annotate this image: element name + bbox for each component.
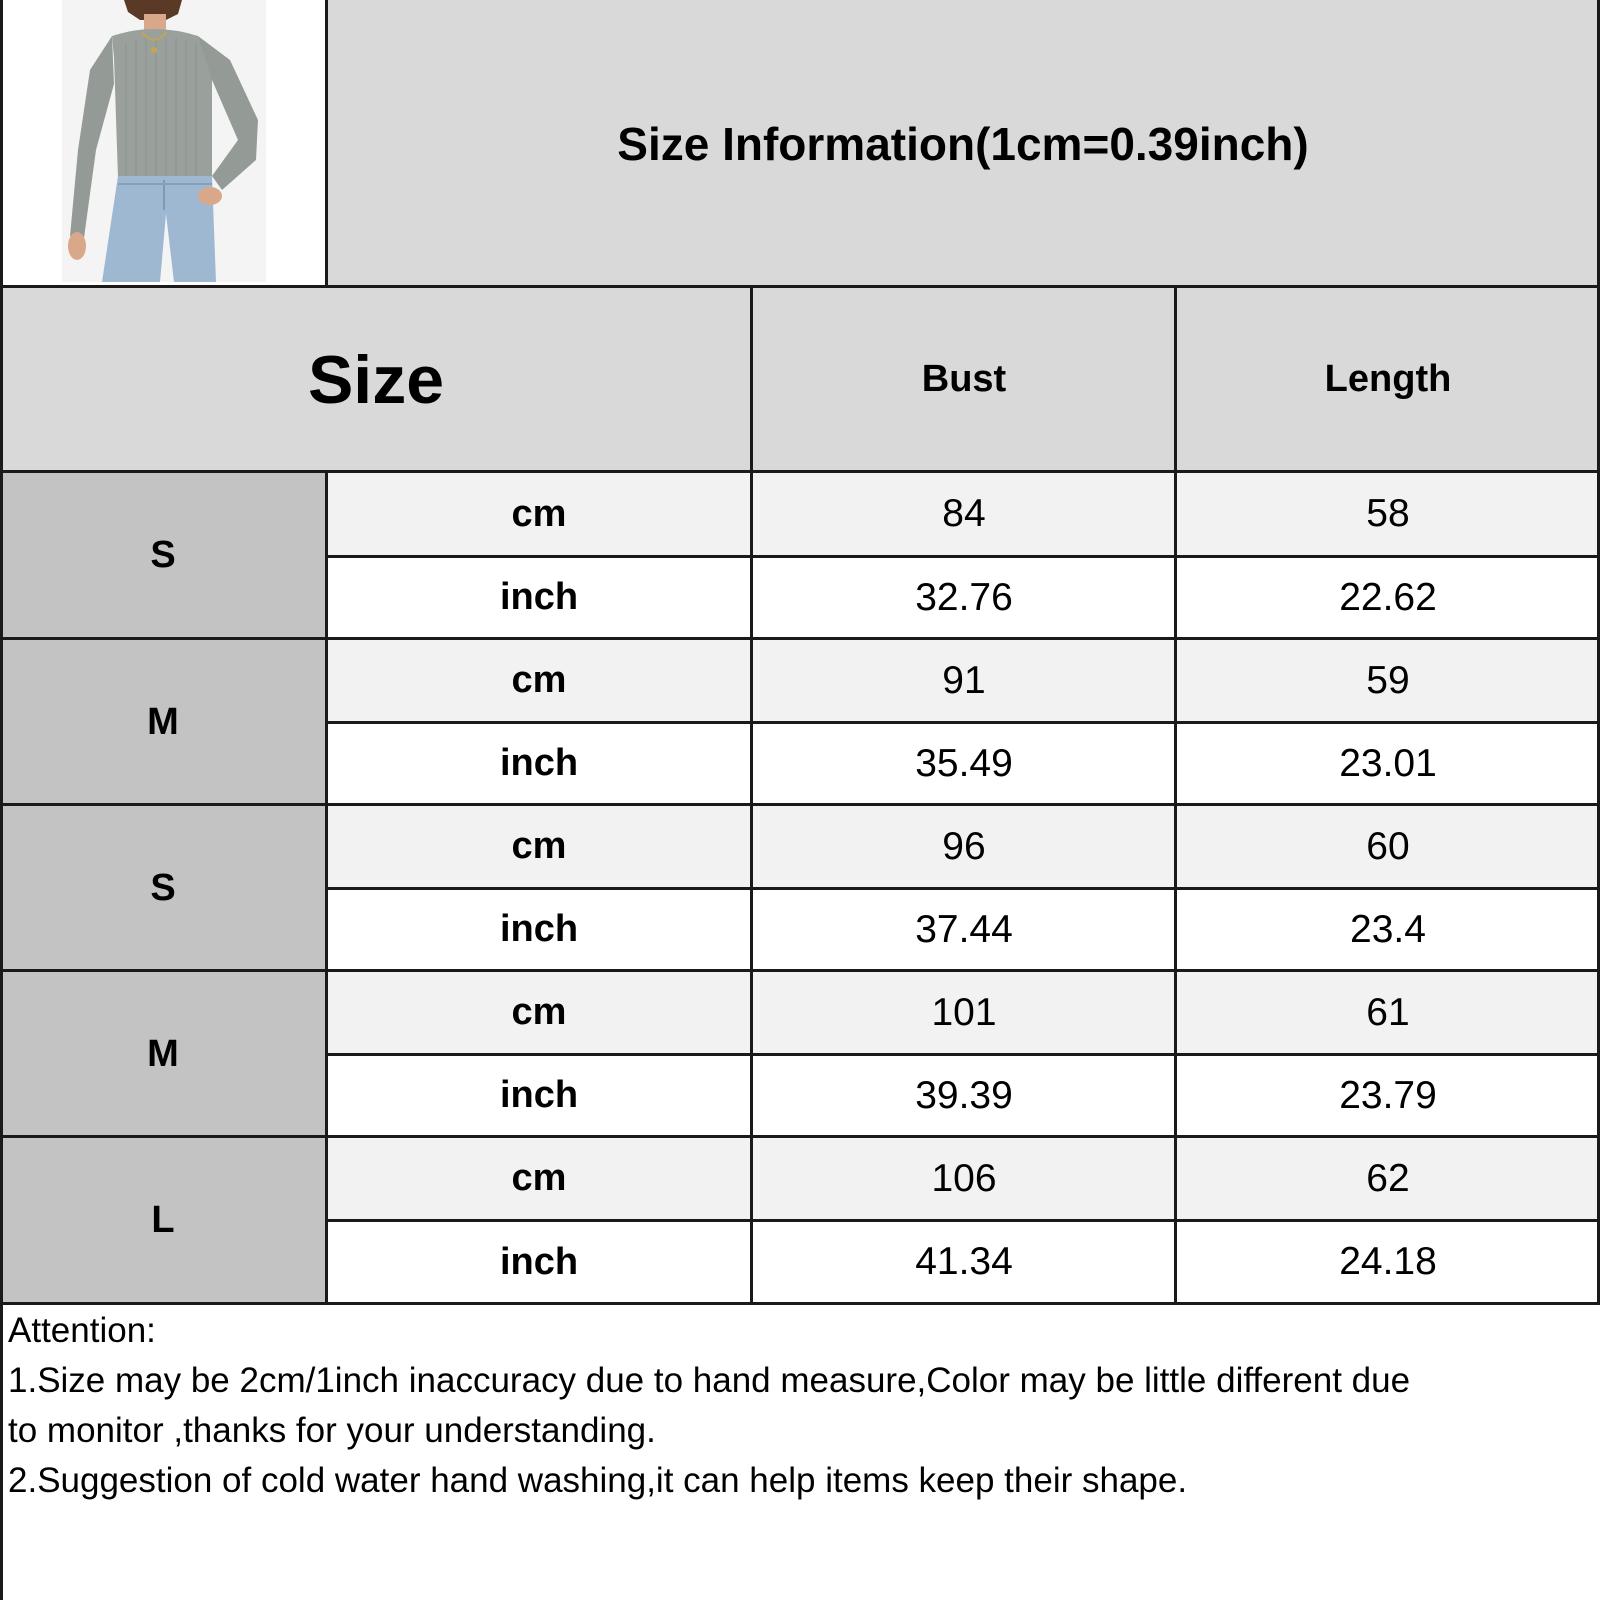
unit-label: inch — [499, 576, 579, 618]
grid-line — [0, 1135, 1600, 1138]
length-value-text: 58 — [1366, 492, 1410, 535]
bust-value-text: 84 — [942, 492, 986, 535]
length-value — [1176, 472, 1600, 556]
length-value-text: 23.01 — [1339, 741, 1437, 785]
bust-value-text: 39.39 — [915, 1073, 1013, 1117]
length-value — [1176, 1054, 1600, 1137]
bust-value-text: 106 — [931, 1156, 997, 1200]
unit-cell — [326, 556, 752, 639]
grid-line — [0, 285, 1600, 288]
length-value-text: 61 — [1366, 990, 1410, 1034]
bust-value — [752, 1220, 1176, 1304]
length-value — [1176, 888, 1600, 971]
page-title: Size Information(1cm=0.39inch) — [617, 117, 1309, 170]
length-value-text: 23.4 — [1350, 907, 1426, 951]
bust-value — [752, 556, 1176, 639]
unit-label: cm — [511, 1157, 567, 1199]
unit-cell — [326, 1137, 752, 1220]
bust-value-text: 37.44 — [915, 907, 1013, 951]
notes-heading: Attention: — [8, 1311, 156, 1350]
length-value-text: 24.18 — [1339, 1240, 1437, 1283]
unit-label: cm — [511, 659, 567, 701]
product-photo-panel — [0, 0, 326, 287]
unit-label: cm — [511, 492, 567, 535]
grid-line — [1174, 287, 1177, 1304]
grid-line — [326, 1053, 1600, 1056]
grid-line — [325, 0, 328, 287]
length-value — [1176, 556, 1600, 639]
unit-label: inch — [499, 908, 579, 950]
bust-value — [752, 1137, 1176, 1220]
bust-value — [752, 1054, 1176, 1137]
grid-line — [750, 287, 753, 1304]
size-group-label — [0, 1137, 326, 1304]
length-column-header — [1176, 287, 1600, 472]
grid-line — [326, 721, 1600, 724]
size-label: M — [147, 700, 179, 743]
bust-value-text: 32.76 — [915, 575, 1013, 619]
size-group-label — [0, 639, 326, 805]
size-label: S — [150, 534, 176, 576]
bust-value-text: 96 — [942, 824, 986, 868]
unit-label: cm — [511, 991, 567, 1033]
length-value-text: 59 — [1366, 658, 1410, 702]
title-banner — [326, 0, 1600, 287]
unit-cell — [326, 722, 752, 805]
unit-label: inch — [499, 1074, 579, 1116]
grid-line — [0, 803, 1600, 806]
bust-value-text: 91 — [942, 658, 986, 702]
unit-cell — [326, 1054, 752, 1137]
grid-line — [0, 1302, 1600, 1305]
size-group-label — [0, 472, 326, 639]
size-label: M — [147, 1032, 179, 1075]
bust-value — [752, 639, 1176, 722]
bust-header-label: Bust — [921, 358, 1007, 400]
length-value — [1176, 1137, 1600, 1220]
grid-line — [0, 969, 1600, 972]
length-value — [1176, 639, 1600, 722]
size-group-label — [0, 805, 326, 971]
unit-label: inch — [499, 742, 579, 784]
bust-value — [752, 472, 1176, 556]
length-value — [1176, 971, 1600, 1054]
bust-value-text: 35.49 — [915, 741, 1013, 785]
product-photo — [62, 0, 266, 282]
notes-line: 2.Suggestion of cold water hand washing,it can help items keep their shape. — [8, 1461, 1188, 1500]
length-value — [1176, 1220, 1600, 1304]
unit-label: inch — [499, 1240, 579, 1283]
size-label: L — [151, 1199, 175, 1241]
notes-line: 1.Size may be 2cm/1inch inaccuracy due to hand measure,Color may be little different due — [8, 1361, 1411, 1400]
bust-value — [752, 888, 1176, 971]
unit-cell — [326, 888, 752, 971]
length-value — [1176, 805, 1600, 888]
unit-label: cm — [511, 825, 567, 867]
length-value-text: 23.79 — [1339, 1073, 1437, 1117]
unit-cell — [326, 639, 752, 722]
length-value-text: 62 — [1366, 1156, 1410, 1200]
length-value-text: 60 — [1366, 824, 1410, 868]
grid-line — [326, 1219, 1600, 1222]
notes-line: to monitor ,thanks for your understanding. — [8, 1411, 656, 1450]
unit-cell — [326, 472, 752, 556]
size-group-label — [0, 971, 326, 1137]
size-label: S — [150, 866, 176, 909]
unit-cell — [326, 1220, 752, 1304]
length-header-label: Length — [1324, 358, 1452, 400]
attention-notes — [8, 1306, 1588, 1506]
bust-value — [752, 722, 1176, 805]
bust-value — [752, 805, 1176, 888]
length-value-text: 22.62 — [1339, 575, 1437, 619]
size-header-label: Size — [307, 341, 445, 418]
bust-column-header — [752, 287, 1176, 472]
grid-line — [0, 637, 1600, 640]
grid-line — [0, 470, 1600, 473]
unit-cell — [326, 805, 752, 888]
size-column-header — [0, 287, 752, 472]
grid-line — [326, 887, 1600, 890]
length-value — [1176, 722, 1600, 805]
bust-value-text: 41.34 — [915, 1240, 1013, 1283]
grid-line — [326, 555, 1600, 558]
unit-cell — [326, 971, 752, 1054]
bust-value — [752, 971, 1176, 1054]
grid-line — [0, 0, 3, 1600]
bust-value-text: 101 — [931, 990, 997, 1034]
